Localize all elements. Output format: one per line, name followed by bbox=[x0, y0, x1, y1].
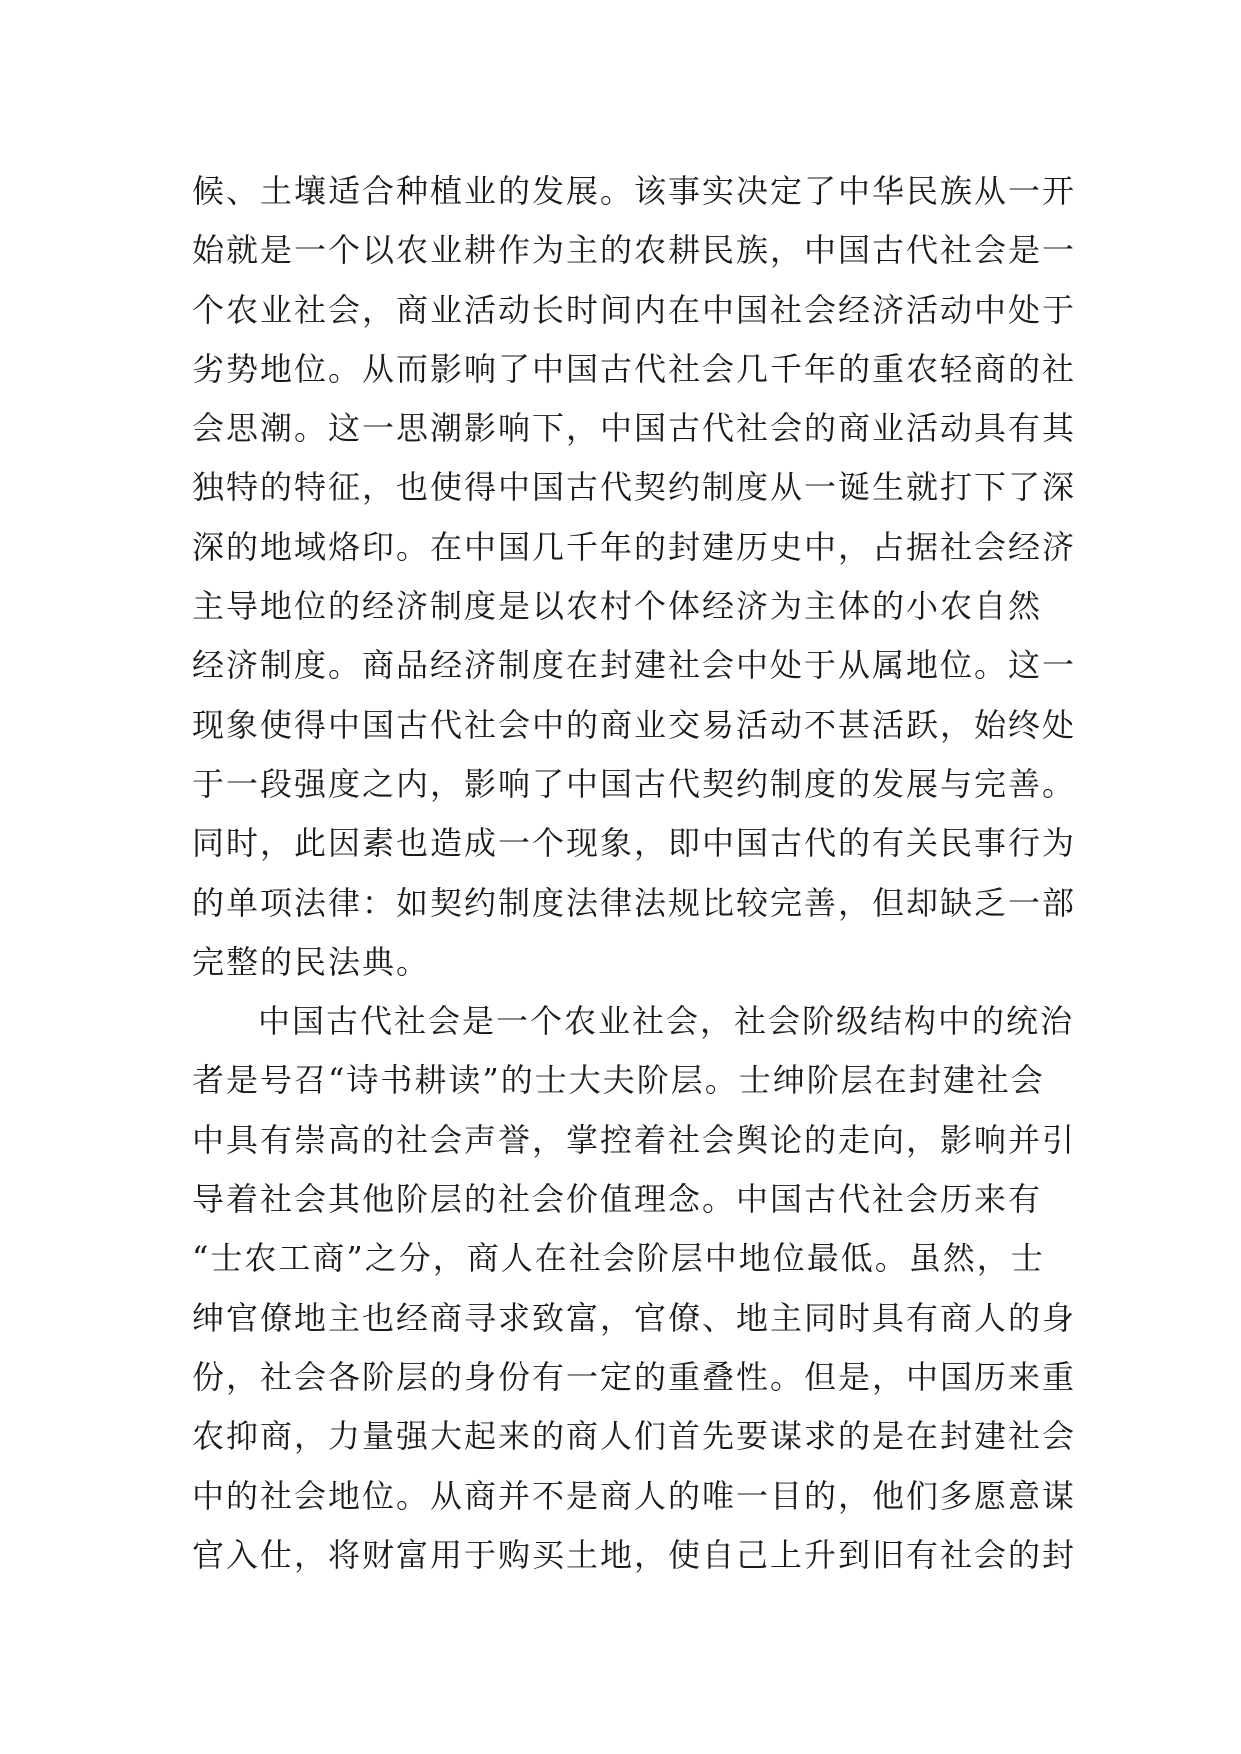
text-line: 于一段强度之内，影响了中国古代契约制度的发展与完善。 bbox=[192, 764, 1077, 803]
body-text bbox=[192, 162, 1077, 1585]
text-line: 的单项法律：如契约制度法律法规比较完善，但却缺乏一部 bbox=[192, 883, 1077, 922]
text-line: 同时，此因素也造成一个现象，即中国古代的有关民事行为 bbox=[192, 824, 1077, 863]
text-line: 主导地位的经济制度是以农村个体经济为主体的小农自然 bbox=[192, 587, 1043, 626]
text-line: 份，社会各阶层的身份有一定的重叠性。但是，中国历来重 bbox=[192, 1357, 1077, 1396]
text-line: 独特的特征，也使得中国古代契约制度从一诞生就打下了深 bbox=[192, 468, 1077, 507]
text-line: 个农业社会，商业活动长时间内在中国社会经济活动中处于 bbox=[192, 290, 1077, 329]
paragraph-first-line: 中国古代社会是一个农业社会，社会阶级结构中的统治 bbox=[258, 1002, 1075, 1041]
text-line: 完整的民法典。 bbox=[192, 942, 431, 981]
text-line: 候、土壤适合种植业的发展。该事实决定了中华民族从一开 bbox=[192, 172, 1077, 210]
text-line: 者是号召“诗书耕读”的士大夫阶层。士绅阶层在封建社会 bbox=[192, 1061, 1045, 1100]
text-line: 现象使得中国古代社会中的商业交易活动不甚活跃，始终处 bbox=[192, 705, 1077, 744]
text-line: 中的社会地位。从商并不是商人的唯一目的，他们多愿意谋 bbox=[192, 1476, 1077, 1515]
text-line: 经济制度。商品经济制度在封建社会中处于从属地位。这一 bbox=[192, 646, 1077, 685]
text-line: 官入仕，将财富用于购买土地，使自己上升到旧有社会的封 bbox=[192, 1535, 1077, 1574]
text-line: 会思潮。这一思潮影响下，中国古代社会的商业活动具有其 bbox=[192, 409, 1077, 448]
text-line: 中具有崇高的社会声誉，掌控着社会舆论的走向，影响并引 bbox=[192, 1120, 1077, 1159]
text-line: “士农工商”之分，商人在社会阶层中地位最低。虽然，士 bbox=[192, 1239, 1045, 1278]
text-line: 农抑商，力量强大起来的商人们首先要谋求的是在封建社会 bbox=[192, 1417, 1077, 1456]
text-line: 劣势地位。从而影响了中国古代社会几千年的重农轻商的社 bbox=[192, 349, 1077, 388]
text-line: 深的地域烙印。在中国几千年的封建历史中，占据社会经济 bbox=[192, 527, 1077, 566]
text-line: 绅官僚地主也经商寻求致富，官僚、地主同时具有商人的身 bbox=[192, 1298, 1077, 1337]
text-line: 始就是一个以农业耕作为主的农耕民族，中国古代社会是一 bbox=[192, 231, 1077, 270]
text-line: 导着社会其他阶层的社会价值理念。中国古代社会历来有 bbox=[192, 1180, 1043, 1219]
